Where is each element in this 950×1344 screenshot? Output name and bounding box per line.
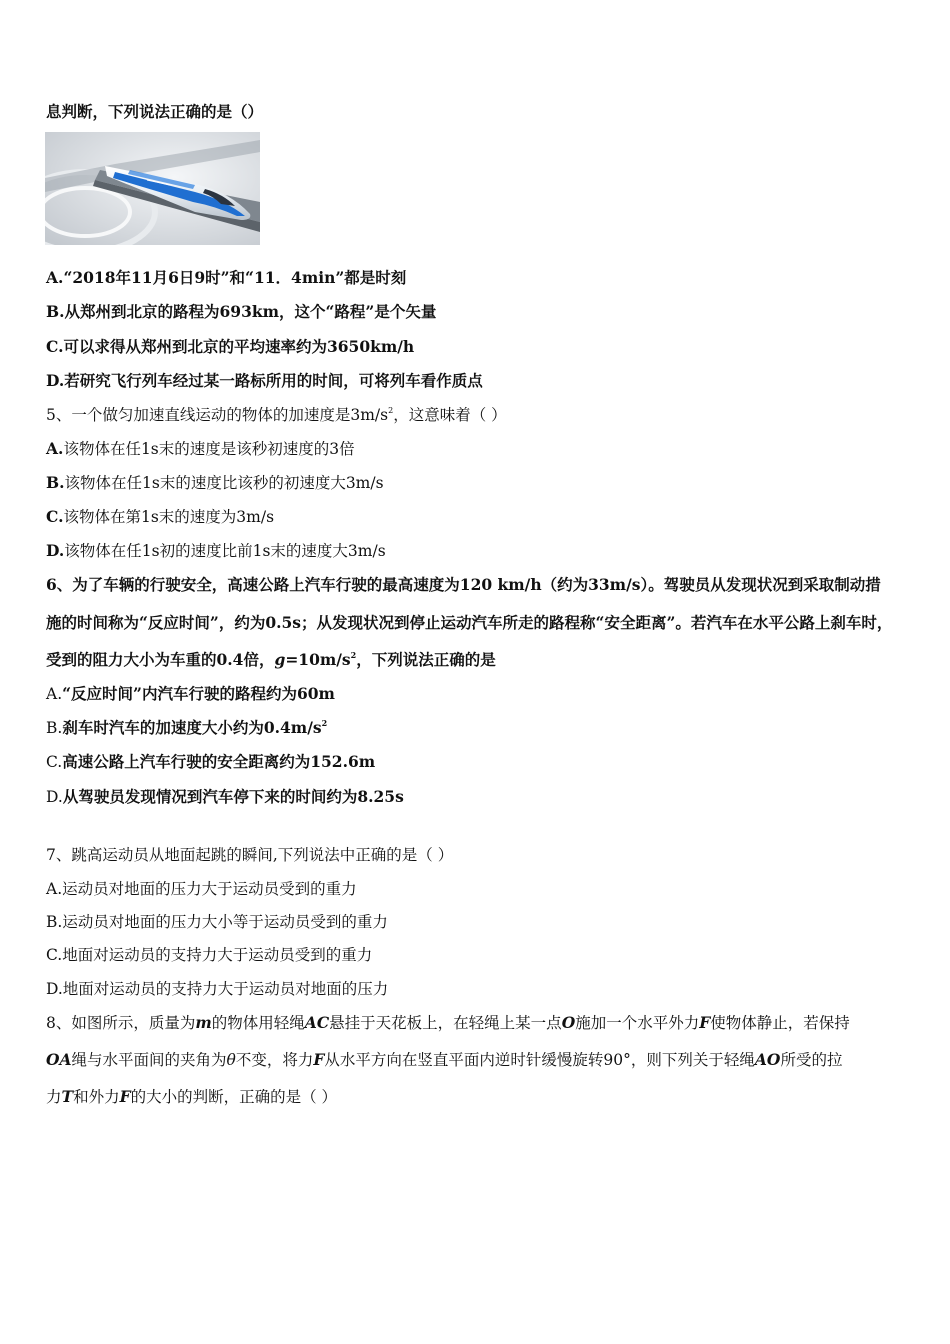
- option-text: 若研究飞行列车经过某一路标所用的时间，可将列车看作质点: [64, 371, 483, 390]
- q5-option-d: [46, 541, 386, 561]
- q6-stem-line-2: 施的时间称为“反应时间”，约为0.5s；从发现状况到停止运动汽车所走的路程称“安全距离”。若汽车在水平公路上刹车时，: [46, 613, 893, 632]
- option-label: C.: [46, 753, 63, 771]
- option-text: “2018年11月6日9时”和“11．4min”都是时刻: [63, 268, 407, 287]
- symbol-f: F: [119, 1087, 131, 1106]
- q5-stem-text: 5、一个做匀加速直线运动的物体的加速度是3m/s: [46, 406, 389, 424]
- q4-option-c: [46, 337, 414, 357]
- q5-option-b: [46, 473, 384, 493]
- symbol-ao: AO: [754, 1050, 781, 1069]
- symbol-g: g: [274, 650, 286, 669]
- option-label: A.: [46, 439, 64, 458]
- symbol-oa: OA: [46, 1050, 72, 1069]
- q8-text: 力: [46, 1088, 62, 1106]
- q8-stem-line-1: [46, 1013, 850, 1033]
- option-label: C.: [46, 337, 64, 356]
- option-text: 该物体在任1s末的速度是该秒初速度的3倍: [63, 440, 355, 458]
- option-text: 该物体在任1s末的速度比该秒的初速度大3m/s: [64, 474, 384, 492]
- q6-option-b: [46, 718, 327, 738]
- superscript: 2: [321, 718, 328, 728]
- maglev-train-image: [45, 132, 260, 245]
- q7-option-a: A.运动员对地面的压力大于运动员受到的重力: [46, 880, 357, 898]
- symbol-o: O: [561, 1013, 576, 1032]
- q8-stem-line-2: [46, 1050, 842, 1070]
- q6-option-d: [46, 787, 404, 807]
- superscript: 2: [350, 650, 357, 660]
- option-text: 高速公路上汽车行驶的安全距离约为152.6m: [62, 752, 376, 771]
- q5-stem: [46, 405, 507, 425]
- option-label: A.: [46, 685, 63, 703]
- q8-text: 悬挂于天花板上，在轻绳上某一点: [329, 1014, 562, 1032]
- q5-option-c: [46, 507, 274, 527]
- symbol-m: m: [195, 1013, 212, 1032]
- symbol-f: F: [699, 1013, 711, 1032]
- q8-text: 不变，将力: [235, 1051, 314, 1069]
- option-label: C.: [46, 507, 64, 526]
- option-text: 从郑州到北京的路程为693km，这个“路程”是个矢量: [64, 302, 437, 321]
- q6-stem-line-3: [46, 650, 496, 670]
- q8-text: 的大小的判断，正确的是（ ）: [130, 1088, 338, 1106]
- option-label: D.: [46, 371, 65, 390]
- symbol-ac: AC: [304, 1013, 330, 1032]
- q6-option-a: [46, 684, 335, 704]
- symbol-f: F: [313, 1050, 325, 1069]
- q8-text: 的物体用轻绳: [211, 1014, 305, 1032]
- q8-text: 绳与水平面间的夹角为: [71, 1051, 227, 1069]
- q5-option-a: [46, 439, 355, 459]
- option-label: B.: [46, 473, 65, 492]
- q6-option-c: [46, 752, 375, 772]
- q7-option-b: B.运动员对地面的压力大小等于运动员受到的重力: [46, 913, 388, 931]
- q7-stem: 7、跳高运动员从地面起跳的瞬间,下列说法中正确的是（ ）: [46, 846, 454, 864]
- option-text: “反应时间”内汽车行驶的路程约为60m: [62, 684, 335, 703]
- option-label: D.: [46, 788, 63, 806]
- q7-option-c: C.地面对运动员的支持力大于运动员受到的重力: [46, 946, 373, 964]
- option-label: A.: [46, 268, 64, 287]
- q8-text: 和外力: [73, 1088, 120, 1106]
- superscript: 2: [388, 406, 394, 415]
- q6-line3-text: 受到的阻力大小为车重的0.4倍，: [46, 650, 275, 669]
- q4-option-d: [46, 371, 483, 391]
- maglev-train-illustration: [45, 132, 260, 245]
- q6-line3-value: =10m/s: [285, 650, 351, 669]
- option-text: 该物体在第1s末的速度为3m/s: [63, 508, 275, 526]
- q4-option-b: [46, 302, 436, 322]
- symbol-theta: θ: [226, 1051, 236, 1069]
- q7-option-d: D.地面对运动员的支持力大于运动员对地面的压力: [46, 980, 389, 998]
- symbol-t: T: [61, 1087, 74, 1106]
- option-label: B.: [46, 302, 65, 321]
- question-intro: 息判断，下列说法正确的是（）: [46, 102, 264, 121]
- q8-text: 所受的拉: [780, 1051, 843, 1069]
- q6-stem-line-1: 6、为了车辆的行驶安全，高速公路上汽车行驶的最高速度为120 km/h（约为33m/s）。驾驶员从发现状况到采取制动措: [46, 575, 881, 594]
- q4-option-a: [46, 268, 406, 288]
- option-text: 从驾驶员发现情况到汽车停下来的时间约为8.25s: [62, 787, 404, 806]
- q8-stem-line-3: [46, 1087, 337, 1107]
- option-label: B.: [46, 719, 63, 737]
- q8-text: 从水平方向在竖直平面内逆时针缓慢旋转90°，则下列关于轻绳: [324, 1051, 755, 1069]
- option-label: D.: [46, 541, 65, 560]
- option-text: 该物体在任1s初的速度比前1s末的速度大3m/s: [64, 542, 386, 560]
- q8-text: 8、如图所示，质量为: [46, 1014, 196, 1032]
- q8-text: 使物体静止，若保持: [710, 1014, 850, 1032]
- option-text: 可以求得从郑州到北京的平均速率约为3650km/h: [63, 337, 415, 356]
- option-text: 刹车时汽车的加速度大小约为0.4m/s: [62, 718, 322, 737]
- q5-stem-tail: ，这意味着（ ）: [393, 406, 507, 424]
- q8-text: 施加一个水平外力: [575, 1014, 700, 1032]
- q6-line3-tail: ，下列说法正确的是: [356, 650, 496, 669]
